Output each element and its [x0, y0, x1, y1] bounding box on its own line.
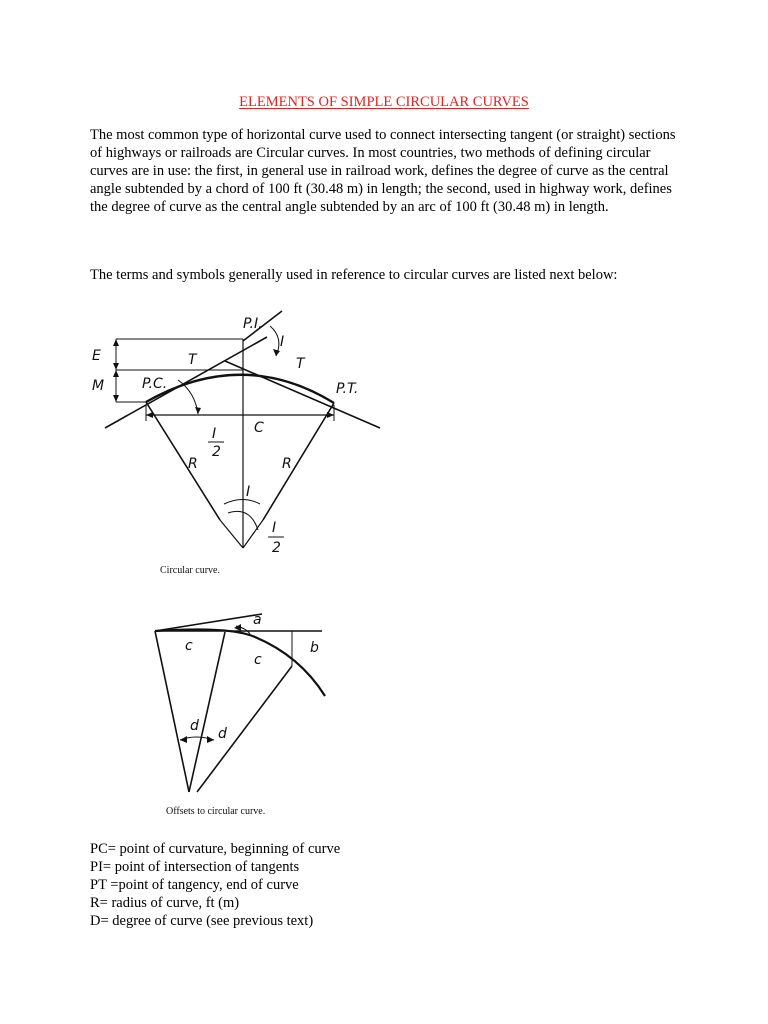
definition-pt: PT =point of tangency, end of curve: [90, 877, 299, 893]
radius-right-line: [263, 403, 334, 520]
circular-curve-diagram: [92, 308, 400, 578]
half-angle-left-denominator: 2: [212, 444, 221, 460]
m-label: M: [92, 378, 105, 394]
circular-curve-caption: Circular curve.: [160, 565, 220, 576]
definition-d: D= degree of curve (see previous text): [90, 913, 314, 929]
half-angle-right-denominator: 2: [272, 540, 281, 556]
offsets-diagram: [150, 604, 340, 818]
radius-line-3: [197, 666, 292, 792]
t-right-label: T: [296, 356, 305, 372]
definitions-list: [90, 840, 340, 930]
r-left-label: R: [188, 456, 198, 472]
i-top-label: I: [280, 334, 285, 350]
curve-arc: [155, 629, 325, 696]
definition-pi: PI= point of intersection of tangents: [90, 859, 300, 875]
document-title: ELEMENTS OF SIMPLE CIRCULAR CURVES: [239, 94, 529, 110]
c-label: C: [254, 420, 264, 436]
radius-left-line: [146, 402, 220, 520]
offsets-figure: [150, 604, 340, 818]
t-left-label: T: [188, 352, 197, 368]
half-angle-right-numerator: I: [272, 520, 277, 536]
c-right-label: c: [254, 652, 262, 668]
circular-arc: [146, 375, 334, 403]
i-center-label: I: [246, 484, 251, 500]
definition-r: R= radius of curve, ft (m): [90, 895, 240, 911]
radius-line-1: [155, 631, 189, 792]
definition-pc: PC= point of curvature, beginning of curve: [90, 841, 341, 857]
offsets-caption: Offsets to circular curve.: [166, 806, 266, 817]
circular-curve-figure: [92, 308, 400, 578]
d-left-label: d: [190, 718, 199, 734]
b-label: b: [310, 640, 319, 656]
r-right-label: R: [282, 456, 292, 472]
half-angle-left-numerator: I: [212, 426, 217, 442]
pc-label: P.C.: [142, 376, 168, 392]
pt-label: P.T.: [336, 381, 359, 397]
pi-label: P.I.: [243, 316, 263, 332]
intro-paragraph: The most common type of horizontal curve used to connect intersecting tangent (or straight) sections of highways or railroads are Circular curves. In most countries, two methods of defining circular curves are in use: the first, in general use in railroad work, defines the degree of curve as the central angle subtended by a chord of 100 ft (30.48 m) in length; the second, used in highway work, defines the degree of curve as the central angle subtended by an arc of 100 ft (30.48 m) in length.: [90, 127, 676, 215]
chord-extension-line: [155, 614, 262, 631]
c-left-label: c: [185, 638, 193, 654]
e-label: E: [92, 348, 101, 364]
radius-line-2: [189, 632, 225, 792]
a-label: a: [253, 612, 262, 628]
d-right-label: d: [218, 726, 227, 742]
terms-intro-paragraph: The terms and symbols generally used in reference to circular curves are listed next below:: [90, 267, 618, 283]
